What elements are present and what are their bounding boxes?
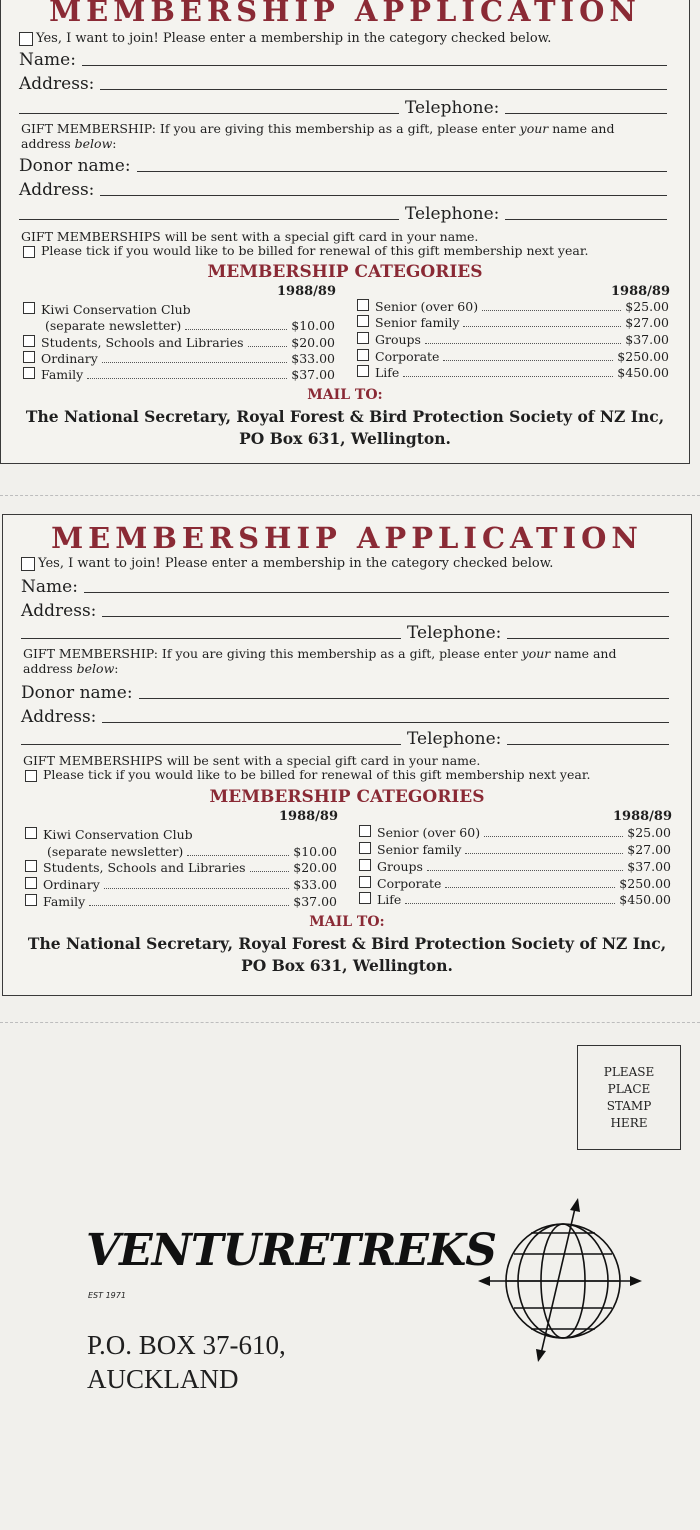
category-checkbox[interactable] xyxy=(25,827,37,839)
category-checkbox[interactable] xyxy=(357,315,369,327)
donor-address-field[interactable] xyxy=(21,707,669,727)
join-checkbox[interactable] xyxy=(21,557,35,571)
categories-title: MEMBERSHIP CATEGORIES xyxy=(209,787,485,807)
logo-established: EST 1971 xyxy=(88,1291,126,1300)
mail-to-label: MAIL TO: xyxy=(309,914,385,930)
fold-line xyxy=(0,1022,700,1023)
category-checkbox[interactable] xyxy=(359,892,371,904)
donor-label: Donor name: xyxy=(19,156,131,176)
membership-form-1 xyxy=(0,0,690,464)
category-checkbox[interactable] xyxy=(357,299,369,311)
category-kiwi-newsletter: (separate newsletter) $10.00 xyxy=(45,318,335,333)
stamp-box xyxy=(577,1045,681,1150)
category-kiwi[interactable]: Kiwi Conservation Club xyxy=(25,827,337,842)
category-senior-family[interactable]: Senior family $27.00 xyxy=(357,315,669,330)
stamp-text: HERE xyxy=(610,1115,648,1130)
join-text: Yes, I want to join! Please enter a membership in the category checked below. xyxy=(36,31,552,46)
join-text: Yes, I want to join! Please enter a membership in the category checked below. xyxy=(38,556,554,571)
mail-to-label: MAIL TO: xyxy=(307,387,383,403)
category-checkbox[interactable] xyxy=(357,349,369,361)
donor-address-label: Address: xyxy=(21,707,97,727)
donor-telephone-field[interactable] xyxy=(21,729,669,749)
telephone-field[interactable] xyxy=(19,98,667,118)
category-senior[interactable]: Senior (over 60) $25.00 xyxy=(359,825,671,840)
category-kiwi[interactable]: Kiwi Conservation Club xyxy=(23,302,335,317)
return-address-line2: AUCKLAND xyxy=(87,1364,239,1394)
category-checkbox[interactable] xyxy=(25,877,37,889)
stamp-text: STAMP xyxy=(606,1098,652,1113)
address-field[interactable] xyxy=(19,74,667,94)
category-senior-family[interactable]: Senior family $27.00 xyxy=(359,842,671,857)
category-checkbox[interactable] xyxy=(357,332,369,344)
category-checkbox[interactable] xyxy=(357,365,369,377)
category-kiwi-newsletter: (separate newsletter) $10.00 xyxy=(47,844,337,859)
form-title: MEMBERSHIP APPLICATION xyxy=(51,521,643,555)
category-checkbox[interactable] xyxy=(23,302,35,314)
address-label: Address: xyxy=(19,74,95,94)
return-address-line1: P.O. BOX 37-610, xyxy=(87,1330,286,1360)
category-ordinary[interactable]: Ordinary $33.00 xyxy=(23,351,335,366)
category-life[interactable]: Life $450.00 xyxy=(359,892,671,907)
renewal-row xyxy=(25,767,590,782)
globe-icon xyxy=(478,1196,648,1364)
join-row xyxy=(19,31,551,46)
category-checkbox[interactable] xyxy=(23,351,35,363)
renewal-checkbox[interactable] xyxy=(23,246,35,258)
telephone-label: Telephone: xyxy=(405,98,500,118)
category-checkbox[interactable] xyxy=(25,860,37,872)
name-label: Name: xyxy=(19,50,76,70)
category-senior[interactable]: Senior (over 60) $25.00 xyxy=(357,299,669,314)
category-ordinary[interactable]: Ordinary $33.00 xyxy=(25,877,337,892)
category-checkbox[interactable] xyxy=(359,859,371,871)
category-corporate[interactable]: Corporate $250.00 xyxy=(357,349,669,364)
category-students[interactable]: Students, Schools and Libraries $20.00 xyxy=(23,335,335,350)
stamp-text: PLEASE xyxy=(603,1064,655,1079)
donor-name-field[interactable] xyxy=(19,156,667,176)
category-checkbox[interactable] xyxy=(23,367,35,379)
cut-line xyxy=(0,495,700,496)
year-left: 1988/89 xyxy=(279,809,339,824)
gift-intro: GIFT MEMBERSHIP: If you are giving this membership as a gift, please enter your name and address below: xyxy=(21,121,615,151)
address-field[interactable] xyxy=(21,601,669,621)
mail-address-line1: The National Secretary, Royal Forest & Bird Protection Society of NZ Inc, xyxy=(25,407,665,426)
year-left: 1988/89 xyxy=(277,284,337,299)
membership-form-2 xyxy=(2,514,692,996)
donor-address-field[interactable] xyxy=(19,180,667,200)
donor-telephone-label: Telephone: xyxy=(407,729,502,749)
category-life[interactable]: Life $450.00 xyxy=(357,365,669,380)
renewal-checkbox[interactable] xyxy=(25,770,37,782)
mail-address-line2: PO Box 631, Wellington. xyxy=(239,429,451,448)
mail-address-line2: PO Box 631, Wellington. xyxy=(241,956,453,975)
name-label: Name: xyxy=(21,577,78,597)
year-right: 1988/89 xyxy=(611,284,671,299)
gift-card-text: GIFT MEMBERSHIPS will be sent with a special gift card in your name. xyxy=(23,753,481,768)
category-checkbox[interactable] xyxy=(359,842,371,854)
category-checkbox[interactable] xyxy=(359,876,371,888)
category-corporate[interactable]: Corporate $250.00 xyxy=(359,876,671,891)
join-checkbox[interactable] xyxy=(19,32,33,46)
donor-telephone-label: Telephone: xyxy=(405,204,500,224)
address-label: Address: xyxy=(21,601,97,621)
gift-intro: GIFT MEMBERSHIP: If you are giving this membership as a gift, please enter your name and address below: xyxy=(23,646,617,676)
venturetreks-logo-text: VENTURETREKS xyxy=(86,1225,496,1276)
stamp-text: PLACE xyxy=(607,1081,651,1096)
donor-telephone-field[interactable] xyxy=(19,204,667,224)
renewal-row xyxy=(23,243,588,258)
category-groups[interactable]: Groups $37.00 xyxy=(357,332,669,347)
category-checkbox[interactable] xyxy=(359,825,371,837)
telephone-label: Telephone: xyxy=(407,623,502,643)
donor-name-field[interactable] xyxy=(21,683,669,703)
name-field[interactable] xyxy=(21,577,669,597)
category-checkbox[interactable] xyxy=(25,894,37,906)
donor-address-label: Address: xyxy=(19,180,95,200)
join-row xyxy=(21,556,553,571)
renewal-text: Please tick if you would like to be billed for renewal of this gift membership next year. xyxy=(41,243,589,258)
renewal-text: Please tick if you would like to be billed for renewal of this gift membership next year. xyxy=(43,767,591,782)
year-right: 1988/89 xyxy=(613,809,673,824)
category-groups[interactable]: Groups $37.00 xyxy=(359,859,671,874)
category-checkbox[interactable] xyxy=(23,335,35,347)
category-family[interactable]: Family $37.00 xyxy=(23,367,335,382)
form-title: MEMBERSHIP APPLICATION xyxy=(49,0,641,28)
category-family[interactable]: Family $37.00 xyxy=(25,894,337,909)
mail-address-line1: The National Secretary, Royal Forest & Bird Protection Society of NZ Inc, xyxy=(27,934,667,953)
name-field[interactable] xyxy=(19,50,667,70)
gift-card-text: GIFT MEMBERSHIPS will be sent with a special gift card in your name. xyxy=(21,229,479,244)
category-students[interactable]: Students, Schools and Libraries $20.00 xyxy=(25,860,337,875)
donor-label: Donor name: xyxy=(21,683,133,703)
telephone-field[interactable] xyxy=(21,623,669,643)
categories-title: MEMBERSHIP CATEGORIES xyxy=(207,262,483,282)
